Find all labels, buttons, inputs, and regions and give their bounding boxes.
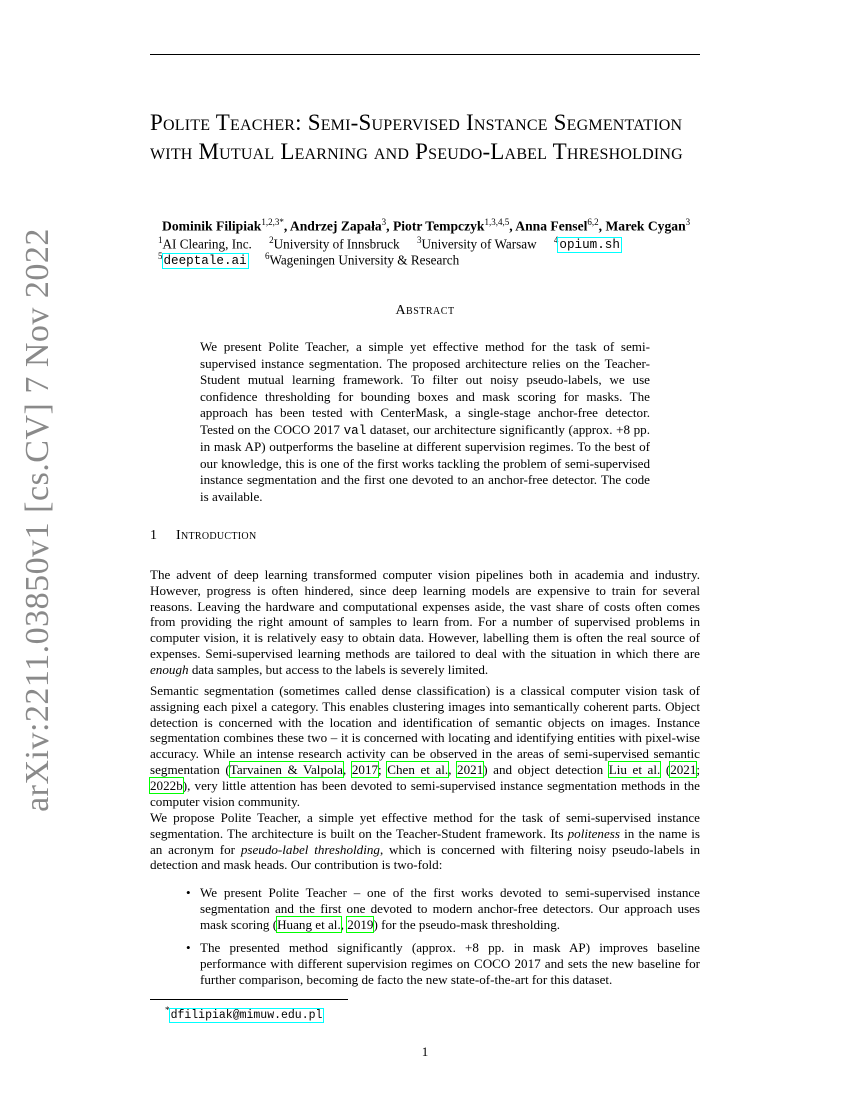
author-list: Dominik Filipiak$^{1,2,3*}$, Andrzej Zapała$^3$, Piotr Tempczyk$^{1,3,4,5}$, Anna Fensel$^{6,2}$, Marek Cygan$^3$: [162, 217, 691, 234]
code-val: val: [343, 423, 367, 438]
citation-chen[interactable]: Chen et al.: [387, 761, 449, 777]
author-name: Piotr Tempczyk: [392, 218, 485, 234]
affiliation-link-opium[interactable]: opium.sh: [559, 238, 620, 253]
author-affil-sup: 1,3,4,5: [484, 217, 510, 227]
footnote: *dfilipiak@mimuw.edu.pl: [165, 1005, 323, 1022]
citation-huang-year[interactable]: 2019: [347, 916, 374, 932]
citation-liu-year-2[interactable]: 2022b: [150, 777, 183, 793]
intro-paragraph-2: Semantic segmentation (sometimes called dense classification) is a classical computer vision task of assigning each pixel a category. This enables clustering images into semantically coherent parts. Object detection is concerned with the location and identification of semantic objects on images. Instance segmentation combines these two – it is concerned with locating and identifying entities with pixel-wise accuracy. While an intense research activity can be observed in the areas of semi-supervised semantic segmentation (Tarvainen & Valpola, 2017; Chen et al., 2021) and object detection Liu et al. (2021; 2022b), very little attention has been devoted to semi-supervised instance segmentation methods in the computer vision community.: [150, 683, 701, 809]
citation-liu[interactable]: Liu et al.: [608, 761, 661, 777]
author-name: Anna Fensel: [515, 218, 588, 234]
paper-title: Polite Teacher: Semi-Supervised Instance Segmentation with Mutual Learning and Pseudo-Label Thresholding: [150, 110, 683, 164]
author-name: Dominik Filipiak: [162, 218, 262, 234]
affiliation: University of Innsbruck: [273, 236, 400, 252]
affiliations-line-2: $^5$deeptale.ai $^6$Wageningen University & Research: [158, 251, 460, 269]
author-footnote-mark[interactable]: *: [279, 217, 284, 227]
top-rule: [150, 54, 700, 55]
author-name: Marek Cygan: [605, 218, 686, 234]
author-affil-sup: 1,2,3: [261, 217, 280, 227]
affiliation-link-deeptale[interactable]: deeptale.ai: [163, 254, 247, 269]
author-affil-sup: 3: [685, 217, 691, 227]
section-heading: 1 Introduction: [150, 528, 257, 543]
affiliation: University of Warsaw: [421, 236, 537, 252]
author-name: Andrzej Zapała: [289, 218, 382, 234]
list-item: • We present Polite Teacher – one of the first works devoted to semi-supervised instance segmentation and the first one devoted to modern anchor-free detectors. Our approach uses mask scoring (Huang et al., 2019) for the pseudo-mask thresholding.: [186, 885, 700, 932]
intro-paragraph-1: The advent of deep learning transformed computer vision pipelines both in academia and industry. However, progress is often hindered, since deep learning models are expensive to train for several reasons. Leaving the hardware and computational expenses aside, the vast share of costs often comes from providing the right amount of samples to learn from. For a number of supervised problems in computer vision, it is relatively easy to obtain data. However, labelling them is often the real source of expenses. Semi-supervised learning methods are tailored to deal with the situation in which there are enough data samples, but access to the labels is severely limited.: [150, 567, 700, 677]
arxiv-stamp: arXiv:2211.03850v1 [cs.CV] 7 Nov 2022: [19, 228, 56, 812]
contribution-list: [150, 885, 700, 996]
footnote-email-link[interactable]: dfilipiak@mimuw.edu.pl: [170, 1008, 323, 1022]
page-number: 1: [421, 1044, 429, 1059]
footnote-rule: [150, 999, 348, 1000]
abstract-text: We present Polite Teacher, a simple yet effective method for the task of semi-supervised instance segmentation. The proposed architecture relies on the Teacher-Student mutual learning framework. To filter out noisy pseudo-labels, we use confidence thresholding for bounding boxes and mask scoring for masks. The approach has been tested with CenterMask, a single-stage anchor-free detector. Tested on the COCO 2017 val dataset, our architecture significantly (approx. +8 pp. in mask AP) outperforms the baseline at different supervision regimes. To the best of our knowledge, this is one of the first works tackling the problem of semi-supervised instance segmentation and the first one devoted to an anchor-free detector. The code is available.: [200, 339, 650, 504]
author-affil-sup: 3: [381, 217, 387, 227]
list-item: • The presented method significantly (approx. +8 pp. in mask AP) improves baseline performance with different supervision regimes on COCO 2017 and sets the new baseline for further comparison, becoming de facto the new state-of-the-art for this dataset.: [186, 940, 700, 987]
abstract-heading: Abstract: [395, 303, 455, 318]
affiliation: Wageningen University & Research: [269, 252, 460, 268]
citation-tarvainen-year[interactable]: 2017: [351, 761, 379, 777]
citation-liu-year-1[interactable]: 2021: [670, 761, 697, 777]
affiliations-line-1: $^1$AI Clearing, Inc. $^2$University of Innsbruck $^3$University of Warsaw $^4$opium.sh: [158, 235, 620, 253]
citation-chen-year[interactable]: 2021: [457, 761, 484, 777]
citation-tarvainen[interactable]: Tarvainen & Valpola: [229, 761, 343, 777]
intro-paragraph-3: We propose Polite Teacher, a simple yet effective method for the task of semi-supervised instance segmentation. The architecture is built on the Teacher-Student framework. Its politeness in the name is an acronym for pseudo-label thresholding, which is concerned with filtering noisy pseudo-labels in detection and mask heads. Our contribution is two-fold:: [150, 810, 701, 873]
citation-huang[interactable]: Huang et al.: [277, 916, 341, 932]
author-affil-sup: 6,2: [587, 217, 599, 227]
affiliation: AI Clearing, Inc.: [162, 236, 252, 252]
